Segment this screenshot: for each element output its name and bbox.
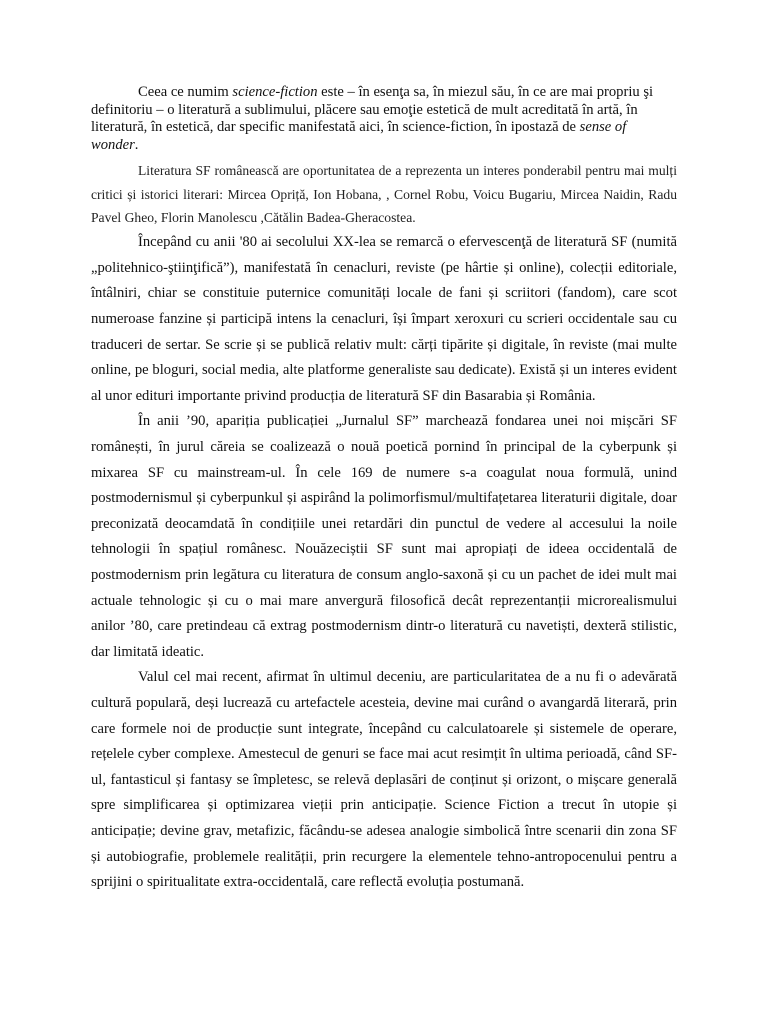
paragraph-eighties: Începând cu anii '80 ai secolului XX-lea se remarcă o efervescenţă de literatură SF (numită „politehnico-ştiinţifică”), manifestată în cenacluri, reviste (pe hârtie și online), colecții editoriale, întâlniri, chiar se constituie puternice comunități locale de fani și scriitori (fandom), care scot numeroase fanzine și participă intens la cenacluri, își împart xeroxuri cu scrieri occidentale sau cu traduceri de sertar. Se scrie și se publică relativ mult: cărți tipărite și digitale, în reviste (mai multe online, pe bloguri, social media, alte platforme generaliste sau dedicate). Există și un interes evident al unor edituri importante privind producția de literatură SF din Basarabia și România. [91,234,677,404]
paragraph-1-italic-phrase: sense of wonder [91,119,627,153]
paragraph-1-text-c: . [134,136,139,153]
paragraph-recent-wave: Valul cel mai recent, afirmat în ultimul deceniu, are particularitatea de a nu fi o adevărată cultură populară, deși lucrează cu artefactele acesteia, devine mai curând o avangardă literară, prin care formele noi de producție sunt integrate, începând cu calculatoarele și sistemele de operare, rețelele cyber complexe. Amestecul de genuri se face mai acut resimțit în ultima perioadă, când SF-ul, fantasticul și fantasy se împletesc, se relevă deplasări de conținut și orizont, o mișcare generală spre simplificarea și optimizarea vieții prin anticipație. Science Fiction a trecut în utopie și anticipație; devine grav, metafizic, făcându-se adesea analogie simbolică între scenarii din zona SF și autobiografie, problemele realității, prin recurgere la elementele tehno-antropocenului pentru a sprijini o spiritualitate extra-occidentală, care reflectă evoluția postumană. [91,669,677,891]
paragraph-1-text-a: Ceea ce numim [138,84,233,100]
paragraph-nineties: În anii ’90, apariția publicației „Jurnalul SF” marchează fondarea unei noi mișcări SF românești, în jurul căreia se coalizează o nouă poetică pornind în principal de la cyberpunk și mixarea SF cu mainstream-ul. În cele 169 de numere s-a coagulat noua formulă, unind postmodernismul și cyberpunkul și aspirând la polimorfismul/multifațetarea literaturii digitale, doar preconizată deocamdată în condițiile unei retardări din punctul de vedere al accesului la noile tehnologii în spațiul românesc. Nouăzeciștii SF sunt mai apropiați de ideea occidentală de postmodernism prin legătura cu literatura de consum anglo-saxonă și cu un pachet de idei mult mai actuale tehnologic și cu o mai mare anvergură filosofică decât reprezentanții microrealismului anilor ’80, care pretindeau că extrag postmodernism dintr-o literatură cu navetiști, dexteră stilistic, dar limitată ideatic. [91,413,677,660]
paragraph-sense-of-wonder [91,84,677,154]
document-page [91,84,677,896]
paragraph-1-text-b: este – în esenţa sa, în miezul său, în ce are mai propriu şi definitoriu – o literatură a sublimului, plăcere sau emoţie estetică de mult acreditată în artă, în literatură, în estetică, dar specific manifestată aici, în science-fiction, în ipostază de [91,84,654,136]
paragraph-critics: Literatura SF românească are oportunitatea de a reprezenta un interes ponderabil pentru mai mulți critici și istorici literari: Mircea Opriță, Ion Hobana, , Cornel Robu, Voicu Bugariu, Mircea Naidin, Radu Pavel Gheo, Florin Manolescu ,Cătălin Badea-Gheracostea. [91,163,677,225]
paragraph-1-italic-term: science-fiction [232,84,318,100]
